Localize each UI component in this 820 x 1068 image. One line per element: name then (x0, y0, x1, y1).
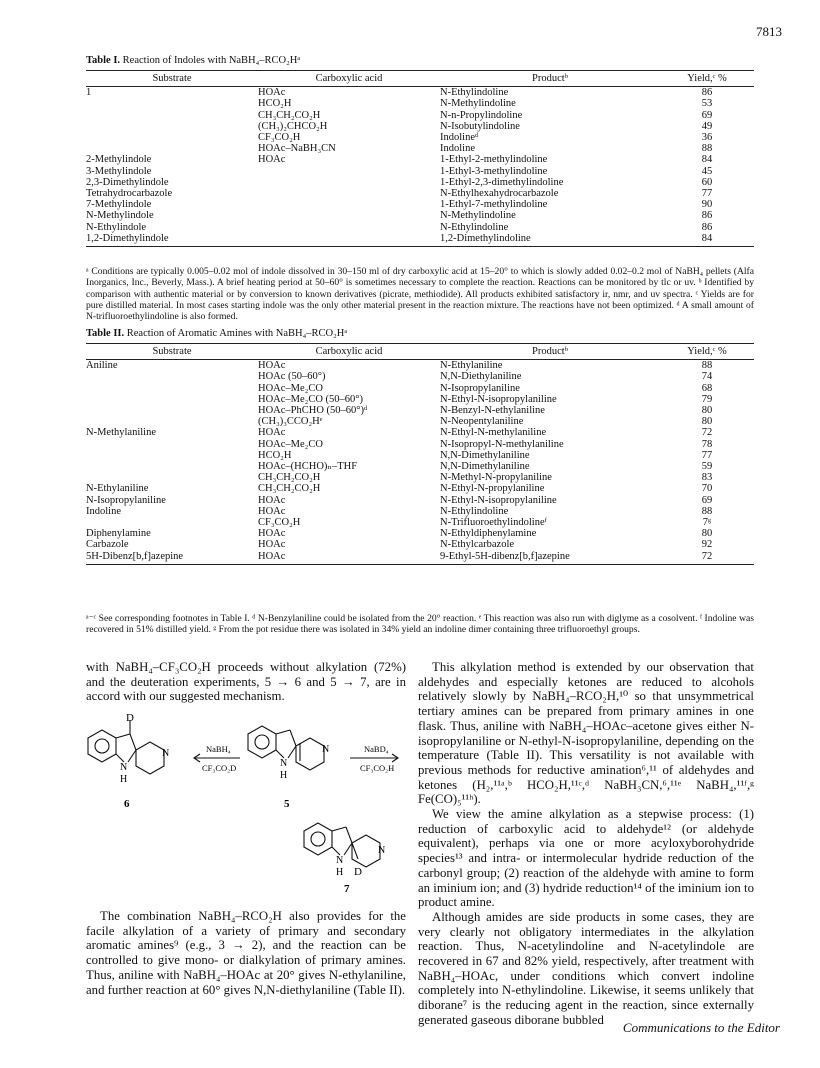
table2-cell-substrate: N-Ethylaniline (86, 483, 149, 495)
table2-cell-acid: CF₃CO₂H (258, 517, 301, 529)
table2-cell-product: N-Methyl-N-propylaniline (440, 472, 552, 484)
table1-cell-substrate: 1,2-Dimethylindole (86, 233, 258, 247)
left-column-bottom (86, 909, 406, 997)
table2-caption-label: Table II. (86, 328, 125, 339)
table1-cell-substrate: 2-Methylindole (86, 154, 152, 166)
right-paragraph-1: This alkylation method is extended by our observation that aldehydes and especially ketones are reduced to alcohols relatively slowly by NaBH₄–RCO₂H,¹⁰ so that unsymmetrical tertiary amines can be prepared from primary amines in one flask. Thus, aniline with NaBH₄–HOAc–acetone gives either N-isopropylaniline or N-ethyl-N-isopropylaniline, depending on the temperature (Table II). This versatility is not available with previous methods for reductive amination⁶,¹¹ of aldehydes and ketones (H₂,¹¹ᵃ,ᵇ HCO₂H,¹¹ᶜ,ᵈ NaBH₃CN,⁶,¹¹ᵉ NaBH₄,¹¹ᶠ,ᵍ Fe(CO)₅¹¹ʰ). (418, 660, 754, 807)
table2-cell-substrate (86, 383, 258, 394)
scheme7-atom-n-a: N (336, 855, 344, 866)
table2-cell-product: 9-Ethyl-5H-dibenz[b,f]azepine (440, 551, 660, 565)
table1-cell-product: Indoline (440, 143, 475, 155)
table1-cell-yield: 86 (701, 210, 713, 222)
table1-cell-acid (258, 177, 440, 188)
deuteration-scheme (82, 712, 412, 817)
table-row (86, 427, 754, 438)
table-row (86, 154, 754, 165)
table1-cell-substrate: 2,3-Dimethylindole (86, 176, 169, 188)
table1-cell-product: N-Ethylindoline (440, 221, 509, 233)
table2-cell-substrate (86, 461, 258, 472)
table-row (86, 199, 754, 210)
table1-cell-yield: 86 (701, 221, 713, 233)
table1-cell-yield: 84 (660, 233, 754, 247)
table2-cell-yield: 83 (701, 472, 713, 484)
table1-cell-substrate (86, 121, 258, 132)
table1-cell-acid: HCO₂H (258, 98, 292, 110)
table-row (86, 110, 754, 121)
table1-cell-acid (258, 222, 440, 233)
table-row (86, 210, 754, 221)
table1-cell-acid (258, 188, 440, 199)
table2-cell-yield: 88 (701, 360, 713, 372)
table1-cell-product: Indolineᵈ (440, 132, 479, 144)
table-row (86, 517, 754, 528)
table2-cell-product: N,N-Dimethylaniline (440, 449, 530, 461)
scheme-atom-n-5b: N (322, 744, 330, 755)
table1-cell-product: N-Isobutylindoline (440, 120, 520, 132)
table1-cell-acid: HOAc (258, 87, 286, 99)
left-column-top (86, 660, 406, 704)
table-row (86, 121, 754, 132)
table1-cell-acid: HOAc (258, 154, 286, 166)
table2-cell-substrate: Indoline (86, 505, 121, 517)
table-row (86, 495, 754, 506)
table1-header-yield: Yield,ᶜ % (660, 71, 754, 87)
table2-cell-yield: 72 (701, 427, 713, 439)
table2-cell-yield: 80 (701, 416, 713, 428)
table2-cell-substrate (86, 439, 258, 450)
table1-cell-yield: 84 (701, 154, 713, 166)
table2-cell-acid: CH₃CH₂CO₂H (258, 472, 321, 484)
table-row (86, 450, 754, 461)
scheme-atom-n-6b: N (162, 748, 170, 759)
table1-cell-product: 1-Ethyl-2-methylindoline (440, 154, 548, 166)
table-row (86, 461, 754, 472)
table2-cell-yield: 88 (701, 505, 713, 517)
table1-cell-acid (258, 210, 440, 221)
scheme-atom-n-5a: N (280, 758, 288, 769)
table-row (86, 87, 754, 99)
table-row (86, 360, 754, 372)
table1-cell-acid (258, 233, 440, 247)
table2-cell-yield: 69 (701, 494, 713, 506)
left-paragraph-1: with NaBH₄–CF₃CO₂H proceeds without alkylation (72%) and the deuteration experiments, 5 → 6 and 5 → 7, are in accord with our suggested mechanism. (86, 660, 406, 704)
table2-cell-yield: 77 (701, 449, 713, 461)
journal-section-footer: Communications to the Editor (622, 1020, 780, 1035)
table2-header-yield: Yield,ᶜ % (660, 344, 754, 360)
table2-cell-substrate: N-Isopropylaniline (86, 494, 166, 506)
table1-cell-substrate: Tetrahydrocarbazole (86, 188, 173, 200)
table-row (86, 483, 754, 494)
table1-cell-yield: 77 (701, 188, 713, 200)
table1-footnote: ᵃ Conditions are typically 0.005–0.02 mol of indole dissolved in 30–150 ml of dry carboxylic acid at 15–20° to which is slowly added 0.02–0.2 mol of NaBH₄ pellets (Alfa Inorganics, Inc., Beverly, Mass.). A brief heating period at 50–60° is sometimes necessary to complete the reaction. Reactions can be monitored by tlc or uv. ᵇ Identified by comparison with authentic material or by conversion to known derivatives (picrate, methiodide). All products exhibited satisfactory ir, nmr, and uv spectra. ᶜ Yields are for pure distilled material. In most cases starting indole was the only other material present in the reaction mixture. The reactions have not been optimized. ᵈ A small amount of N-trifluoroethylindoline is also formed. (86, 266, 754, 323)
table-row (86, 233, 754, 247)
table1-cell-product: 1-Ethyl-3-methylindoline (440, 165, 548, 177)
table2-cell-product: N-Isopropylaniline (440, 382, 520, 394)
table1-cell-product: N-Methylindoline (440, 98, 516, 110)
table-row (86, 143, 754, 154)
table2-cell-substrate (86, 371, 258, 382)
table2-cell-product: N-Ethyl-N-isopropylaniline (440, 494, 557, 506)
right-paragraph-2: We view the amine alkylation as a stepwise process: (1) reduction of carboxylic acid to aldehyde¹² (or aldehyde equivalent), perhaps via one or more acyloxyborohydride species¹³ and intra- or intermolecular hydride reduction of the carbonyl group; (2) reaction of the aldehyde with amine to form an iminium ion; and (3) hydride reduction¹⁴ of the iminium ion to product amine. (418, 807, 754, 910)
table-row (86, 506, 754, 517)
table2-cell-acid: HCO₂H (258, 449, 292, 461)
table1-cell-acid (258, 199, 440, 210)
scheme7-atom-n-b: N (378, 845, 386, 856)
compound-label-5: 5 (284, 798, 290, 810)
table2-cell-yield: 79 (701, 393, 713, 405)
table2-cell-acid: HOAc (258, 528, 286, 540)
table1-caption-text: Reaction of Indoles with NaBH₄–RCO₂Hᵃ (122, 55, 301, 66)
table2-cell-product: N-Benzyl-N-ethylaniline (440, 405, 545, 417)
scheme-reagent2-top: NaBD₄ (364, 744, 389, 754)
table2-cell-substrate (86, 394, 258, 405)
table2-header-product: Productᵇ (440, 344, 660, 360)
table2-cell-substrate: Aniline (86, 360, 118, 372)
table-row (86, 166, 754, 177)
scheme7-atom-h: H (336, 867, 344, 878)
table2-cell-acid: HOAc–Me₂CO (258, 438, 323, 450)
table2-cell-yield: 72 (660, 551, 754, 565)
table2-cell-yield: 78 (701, 438, 713, 450)
table-row (86, 416, 754, 427)
table2-footnote: ᵃ⁻ᶜ See corresponding footnotes in Table I. ᵈ N-Benzylaniline could be isolated from the 20° reaction. ᵉ This reaction was also run with diglyme as a cosolvent. ᶠ Indoline was recovered in 51% distilled yield. ᵍ From the pot residue there was isolated in 34% yield an indoline dimer containing three trifluoroethyl groups. (86, 613, 754, 636)
table1-cell-product: 1-Ethyl-7-methylindoline (440, 199, 548, 211)
table2-cell-acid: HOAc (258, 539, 286, 551)
left-paragraph-2: The combination NaBH₄–RCO₂H also provides for the facile alkylation of a variety of primary and secondary aromatic amines⁹ (e.g., 3 → 2), and the reaction can be controlled to give mono- or dialkylation of primary amines. Thus, aniline with NaBH₄–HOAc at 20° gives N-ethylaniline, and further reaction at 60° gives N,N-diethylaniline (Table II). (86, 909, 406, 997)
scheme-atom-h-6: H (120, 774, 128, 785)
table2-cell-substrate (86, 405, 258, 416)
table1-cell-acid: (CH₃)₂CHCO₂H (258, 120, 328, 132)
table2-cell-acid: HOAc–PhCHO (50–60°)ᵈ (258, 405, 368, 417)
table2-cell-yield: 7ᵍ (702, 517, 712, 529)
table1-header-product: Productᵇ (440, 71, 660, 87)
compound-label-7: 7 (344, 883, 350, 895)
table2-cell-product: N-Ethyl-N-methylaniline (440, 427, 547, 439)
table-row (86, 472, 754, 483)
table-row (86, 132, 754, 143)
table2-cell-yield: 80 (701, 528, 713, 540)
table-row (86, 528, 754, 539)
table1-cell-substrate (86, 132, 258, 143)
table1-cell-product: 1-Ethyl-2,3-dimethylindoline (440, 176, 564, 188)
table1-cell-acid: CH₃CH₂CO₂H (258, 109, 321, 121)
table2-cell-product: N-Isopropyl-N-methylaniline (440, 438, 564, 450)
table2-cell-acid: HOAc (258, 427, 286, 439)
table1-cell-product: N-Methylindoline (440, 210, 516, 222)
table1-caption-label: Table I. (86, 55, 121, 66)
table1-cell-substrate: N-Methylindole (86, 210, 154, 222)
table1-header-substrate: Substrate (86, 71, 258, 87)
table2-cell-yield: 68 (701, 382, 713, 394)
scheme-atom-d: D (126, 712, 134, 724)
table2-cell-acid: (CH₃)₃CCO₂Hᵉ (258, 416, 323, 428)
table2-cell-product: N-Neopentylaniline (440, 416, 524, 428)
table2-cell-substrate (86, 416, 258, 427)
table1-cell-substrate (86, 110, 258, 121)
table1-cell-yield: 90 (701, 199, 713, 211)
table1-cell-product: N-n-Propylindoline (440, 109, 523, 121)
table2-cell-product: N-Ethyldiphenylamine (440, 528, 537, 540)
table1-cell-substrate (86, 143, 258, 154)
table1-caption (86, 55, 300, 66)
table-row (86, 188, 754, 199)
table2-cell-acid: HOAc (258, 360, 286, 372)
table1-cell-yield: 36 (701, 132, 713, 144)
table2-cell-acid: HOAc–Me₂CO (258, 382, 323, 394)
scheme-atom-n-6a: N (120, 762, 128, 773)
table1-cell-substrate: 1 (86, 87, 92, 99)
table2-cell-substrate: Diphenylamine (86, 528, 151, 540)
table2-cell-product: N-Ethyl-N-propylaniline (440, 483, 545, 495)
table-row (86, 439, 754, 450)
compound-7-structure (298, 815, 408, 895)
table-row (86, 539, 754, 550)
table1-cell-product: N-Ethylindoline (440, 87, 509, 99)
table2-cell-acid: HOAc–(HCHO)ₙ–THF (258, 461, 358, 473)
table2-cell-substrate (86, 472, 258, 483)
table1-cell-product: N-Ethylhexahydrocarbazole (440, 188, 559, 200)
table1-cell-substrate: 7-Methylindole (86, 199, 152, 211)
table1-cell-yield: 60 (701, 176, 713, 188)
table-row (86, 551, 754, 565)
table2-cell-substrate: N-Methylaniline (86, 427, 156, 439)
scheme-reagent1-top: NaBH₄ (206, 744, 231, 754)
table2-cell-yield: 74 (701, 371, 713, 383)
scheme-reagent1-bottom: CF₃CO₂D (202, 763, 237, 773)
scheme-reagent2-bottom: CF₃CO₂H (360, 763, 395, 773)
table2-cell-yield: 80 (701, 405, 713, 417)
right-paragraph-3: Although amides are side products in some cases, they are very clearly not obligatory intermediates in the alkylation reaction. Thus, N-acetylindoline and N-acetylindole are recovered in 67 and 82% yield, respectively, after treatment with NaBH₄–HOAc, under conditions which convert indoline completely into N-ethylindoline. Likewise, it seems unlikely that diborane⁷ is the reducing agent in the reaction, since externally generated gaseous diborane bubbled (418, 909, 754, 1027)
scheme7-atom-d: D (354, 866, 362, 878)
table2-cell-substrate (86, 517, 258, 528)
table1-cell-substrate: 3-Methylindole (86, 165, 152, 177)
right-column (418, 660, 754, 1028)
table2-cell-acid: HOAc–Me₂CO (50–60°) (258, 393, 363, 405)
table1 (86, 70, 754, 247)
table2-cell-product: N,N-Diethylaniline (440, 371, 522, 383)
page-number: 7813 (756, 24, 782, 39)
table-row (86, 405, 754, 416)
table2-cell-substrate: 5H-Dibenz[b,f]azepine (86, 551, 258, 565)
table2-cell-product: N-Ethyl-N-isopropylaniline (440, 393, 557, 405)
table-row (86, 371, 754, 382)
table2-cell-product: N-Trifluoroethylindolineᶠ (440, 517, 547, 529)
table1-cell-acid: CF₃CO₂H (258, 132, 301, 144)
table2-cell-substrate (86, 450, 258, 461)
table1-cell-substrate (86, 98, 258, 109)
table2-cell-substrate: Carbazole (86, 539, 129, 551)
table1-cell-product: 1,2-Dimethylindoline (440, 233, 660, 247)
table2-cell-acid: CH₃CH₂CO₂H (258, 483, 321, 495)
table-row (86, 394, 754, 405)
table1-cell-acid (258, 166, 440, 177)
table2-cell-product: N,N-Dimethylaniline (440, 461, 530, 473)
table2-cell-product: N-Ethylaniline (440, 360, 503, 372)
compound-label-6: 6 (124, 798, 130, 810)
table2-cell-product: N-Ethylindoline (440, 505, 509, 517)
table2-cell-yield: 59 (701, 461, 713, 473)
table1-header-acid: Carboxylic acid (258, 71, 440, 87)
table2-header-acid: Carboxylic acid (258, 344, 440, 360)
table2-cell-acid: HOAc (50–60°) (258, 371, 326, 383)
scheme-atom-h-5: H (280, 770, 288, 781)
table1-cell-yield: 69 (701, 109, 713, 121)
table2 (86, 343, 754, 565)
table2-cell-yield: 92 (701, 539, 713, 551)
table2-cell-acid: HOAc (258, 494, 286, 506)
table2-caption-text: Reaction of Aromatic Amines with NaBH₄–RCO₂Hᵃ (126, 328, 348, 339)
table-row (86, 177, 754, 188)
table1-cell-acid: HOAc–NaBH₃CN (258, 143, 336, 155)
table1-cell-yield: 45 (701, 165, 713, 177)
table2-caption (86, 328, 347, 339)
table2-cell-product: N-Ethylcarbazole (440, 539, 515, 551)
table2-header-substrate: Substrate (86, 344, 258, 360)
table2-cell-acid: HOAc (258, 505, 286, 517)
table-row (86, 98, 754, 109)
table-row (86, 222, 754, 233)
table-row (86, 383, 754, 394)
table1-cell-substrate: N-Ethylindole (86, 221, 147, 233)
table1-cell-yield: 49 (701, 120, 713, 132)
table1-cell-yield: 53 (701, 98, 713, 110)
table1-cell-yield: 86 (701, 87, 713, 99)
table1-cell-yield: 88 (701, 143, 713, 155)
table2-cell-acid: HOAc (258, 551, 440, 565)
table2-cell-yield: 70 (701, 483, 713, 495)
